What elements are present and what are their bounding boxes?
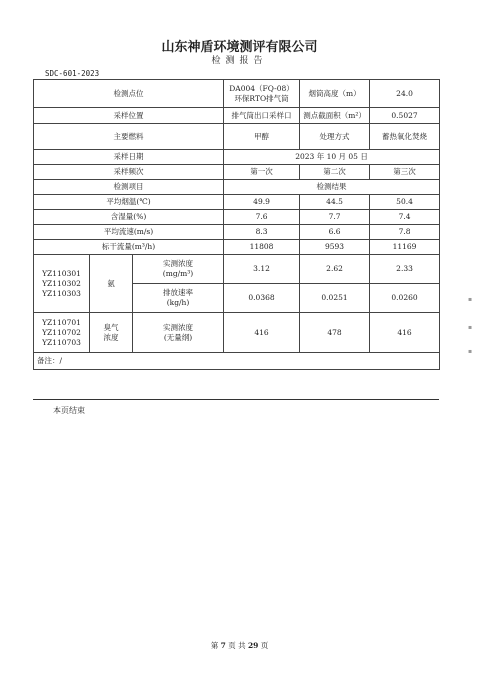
footer-suffix: 页 xyxy=(260,641,269,650)
ammonia-rate-value: 0.0251 xyxy=(300,284,370,313)
row-label: 标干流量(m³/h) xyxy=(34,240,224,255)
row-value: 44.5 xyxy=(300,195,370,210)
table-row xyxy=(34,80,440,108)
section-area-label: 测点截面积（m²） xyxy=(300,108,370,124)
row-label: 平均流速(m/s) xyxy=(34,225,224,240)
binding-mark: ▪ xyxy=(468,348,473,355)
footer-prefix: 第 xyxy=(210,641,219,650)
row-value: 8.3 xyxy=(224,225,300,240)
company-name: 山东神盾环境测评有限公司 xyxy=(161,40,318,55)
ammonia-conc-value: 3.12 xyxy=(224,255,300,284)
table-row xyxy=(34,108,440,124)
frequency-1: 第一次 xyxy=(224,165,300,180)
row-value: 11169 xyxy=(370,240,440,255)
odor-name: 臭气 浓度 xyxy=(90,313,133,353)
binding-mark: ▪ xyxy=(468,296,473,303)
table-row xyxy=(34,150,440,165)
frequency-3: 第三次 xyxy=(370,165,440,180)
ammonia-name: 氨 xyxy=(90,255,133,313)
ammonia-conc-value: 2.33 xyxy=(370,255,440,284)
sampling-position-value: 排气筒出口采样口 xyxy=(224,108,300,124)
odor-value: 478 xyxy=(300,313,370,353)
table-row xyxy=(34,353,440,370)
sampling-date-value: 2023 年 10 月 05 日 xyxy=(224,150,440,165)
report-table xyxy=(33,79,440,370)
ammonia-rate-label: 排放速率 (kg/h) xyxy=(133,284,224,313)
row-label: 含湿量(%) xyxy=(34,210,224,225)
fuel-value: 甲醇 xyxy=(224,124,300,150)
end-divider xyxy=(33,399,439,400)
remark: 备注：/ xyxy=(34,353,440,370)
row-value: 49.9 xyxy=(224,195,300,210)
sampling-date-label: 采样日期 xyxy=(34,150,224,165)
frequency-2: 第二次 xyxy=(300,165,370,180)
table-row xyxy=(34,195,440,210)
odor-sample-ids: YZ110701 YZ110702 YZ110703 xyxy=(34,313,90,353)
row-value: 7.7 xyxy=(300,210,370,225)
table-row xyxy=(34,240,440,255)
ammonia-conc-value: 2.62 xyxy=(300,255,370,284)
section-area-value: 0.5027 xyxy=(370,108,440,124)
footer-mid: 页 共 xyxy=(228,641,246,650)
table-row xyxy=(34,124,440,150)
fuel-label: 主要燃料 xyxy=(34,124,224,150)
document-number: SDC-601-2023 xyxy=(45,69,100,78)
stack-height-value: 24.0 xyxy=(370,80,440,108)
ammonia-sample-ids: YZ110301 YZ110302 YZ110303 xyxy=(34,255,90,313)
table-row xyxy=(34,165,440,180)
page-total: 29 xyxy=(247,641,259,650)
point-label: 检测点位 xyxy=(34,80,224,108)
ammonia-rate-value: 0.0368 xyxy=(224,284,300,313)
binding-mark: ▪ xyxy=(468,324,473,331)
odor-conc-label: 实测浓度 (无量纲) xyxy=(133,313,224,353)
row-value: 11808 xyxy=(224,240,300,255)
frequency-label: 采样频次 xyxy=(34,165,224,180)
sampling-position-label: 采样位置 xyxy=(34,108,224,124)
item-label: 检测项目 xyxy=(34,180,224,195)
odor-value: 416 xyxy=(224,313,300,353)
row-value: 7.8 xyxy=(370,225,440,240)
row-value: 7.4 xyxy=(370,210,440,225)
row-label: 平均烟温(℃) xyxy=(34,195,224,210)
table-row xyxy=(34,210,440,225)
ammonia-conc-label: 实测浓度 (mg/m³) xyxy=(133,255,224,284)
end-note: 本页结束 xyxy=(53,406,85,415)
page-footer xyxy=(0,640,479,651)
table-row xyxy=(34,180,440,195)
row-value: 50.4 xyxy=(370,195,440,210)
stack-height-label: 烟筒高度（m） xyxy=(300,80,370,108)
table-row xyxy=(34,255,440,284)
treatment-value: 蓄热氧化焚烧 xyxy=(370,124,440,150)
table-row xyxy=(34,225,440,240)
row-value: 6.6 xyxy=(300,225,370,240)
result-label: 检测结果 xyxy=(224,180,440,195)
ammonia-rate-value: 0.0260 xyxy=(370,284,440,313)
row-value: 9593 xyxy=(300,240,370,255)
odor-value: 416 xyxy=(370,313,440,353)
page-number: 7 xyxy=(220,641,226,650)
treatment-label: 处理方式 xyxy=(300,124,370,150)
row-value: 7.6 xyxy=(224,210,300,225)
table-row xyxy=(34,313,440,353)
report-subtitle: 检测报告 xyxy=(211,56,268,66)
point-value: DA004（FQ-08）环保RTO排气筒 xyxy=(224,80,300,108)
